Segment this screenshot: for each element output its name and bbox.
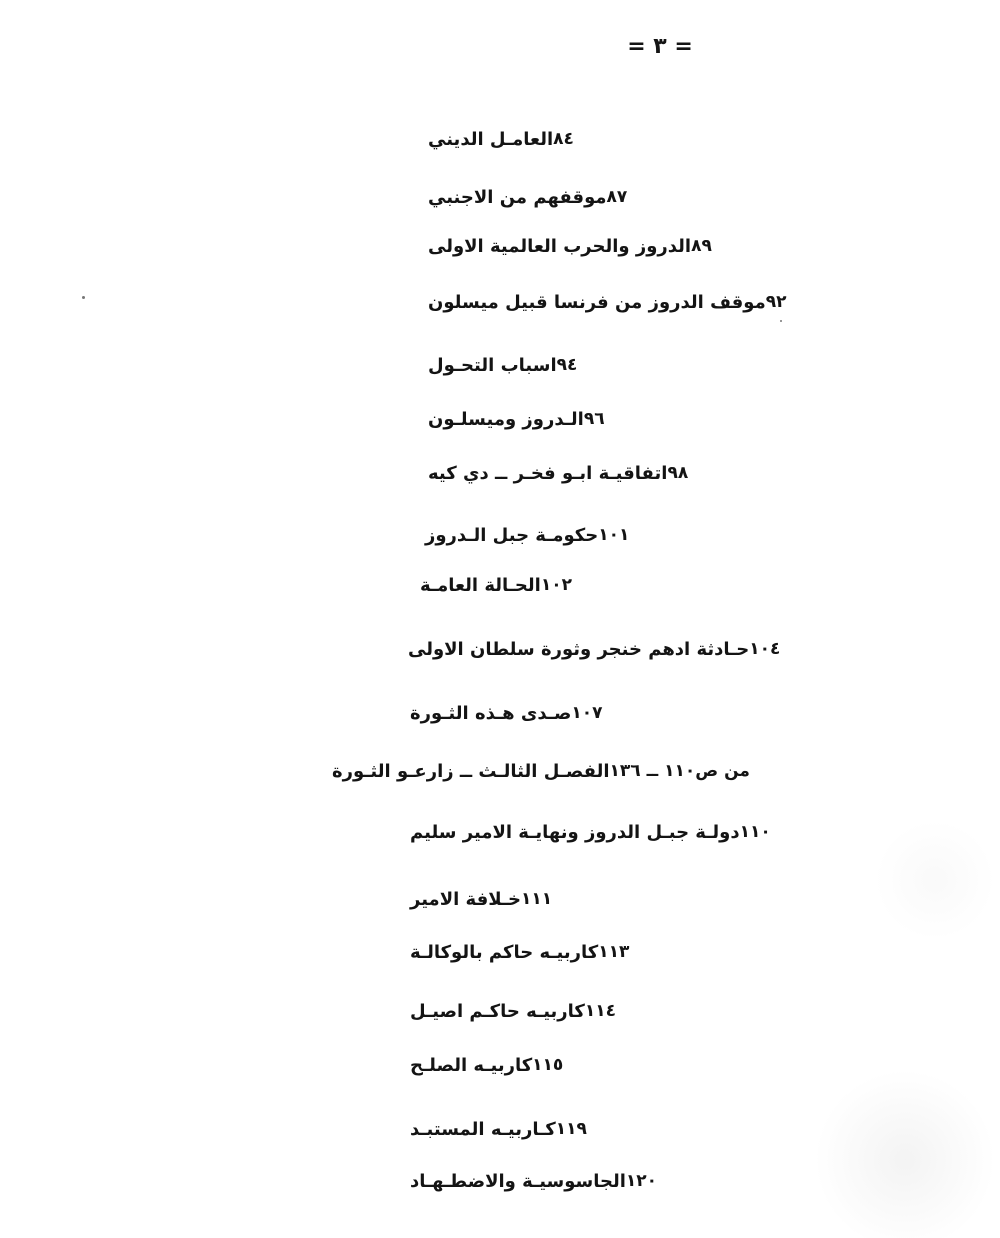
- toc-entry: [428, 287, 787, 317]
- toc-title: كاربيـه حاكـم اصيـل: [410, 1000, 585, 1022]
- toc-page: ٨٩: [691, 236, 712, 256]
- toc-entry: [410, 1166, 802, 1196]
- toc-page: ١٠٢: [540, 575, 572, 595]
- toc-title: العامـل الديني: [428, 128, 554, 150]
- toc-entry: [408, 634, 781, 664]
- toc-entry: [410, 996, 802, 1026]
- toc-page: ١١١: [521, 889, 553, 909]
- toc-page: ١١٣: [598, 942, 630, 962]
- toc-entry: [410, 937, 802, 967]
- chapter-page-range: من ص١١٠ ــ ١٣٦: [609, 761, 750, 781]
- toc-entry: [410, 817, 802, 847]
- toc-title: الحـالة العامـة: [420, 574, 541, 596]
- toc-page: ١١٠: [739, 822, 771, 842]
- toc-title: كاربيـه الصلـح: [410, 1054, 533, 1076]
- toc-entry: [425, 520, 770, 550]
- toc-page: ١١٩: [555, 1119, 587, 1139]
- toc-title: خـلافة الامير: [410, 888, 522, 910]
- toc-page: ٨٤: [553, 129, 574, 149]
- page-number: = ٣ =: [627, 34, 693, 59]
- chapter-title: الفصـل الثالـث ــ زارعـو الثـورة: [332, 760, 610, 782]
- toc-entry: [410, 884, 802, 914]
- toc-entry: [428, 182, 768, 212]
- toc-page: ٩٨: [667, 463, 689, 483]
- toc-title: حـادثة ادهم خنجر وثورة سلطان الاولى: [408, 638, 750, 660]
- toc-title: دولـة جبـل الدروز ونهايـة الامير سليم: [410, 821, 740, 843]
- toc-entry: [420, 570, 770, 600]
- toc-entry: [428, 350, 768, 380]
- toc-page: ١٠٤: [749, 639, 781, 659]
- toc-title: كـاربيـه المستبـد: [410, 1118, 556, 1140]
- toc-entry: [410, 1114, 802, 1144]
- toc-page: ٨٧: [606, 187, 628, 207]
- toc-page: ١٠١: [598, 525, 630, 545]
- toc-title: موقف الدروز من فرنسا قبيل ميسلون: [428, 291, 766, 313]
- toc-entry: [410, 1050, 802, 1080]
- toc-entry: [428, 458, 768, 488]
- toc-title: اتفاقيـة ابـو فخـر ــ دي كيه: [428, 462, 668, 484]
- toc-title: موقفهم من الاجنبي: [428, 186, 607, 208]
- toc-title: الجاسوسيـة والاضطـهـاد: [410, 1170, 626, 1192]
- chapter-heading: [332, 756, 970, 786]
- toc-page: ٩٤: [556, 355, 578, 375]
- toc-title: الـدروز وميسلـون: [428, 408, 584, 430]
- scan-speck: [780, 320, 782, 322]
- toc-page: ١١٥: [532, 1055, 564, 1075]
- toc-page: ١٠٧: [571, 703, 603, 723]
- toc-title: كاربيـه حاكم بالوكالـة: [410, 941, 599, 963]
- toc-entry: [428, 124, 768, 154]
- toc-page: ٩٢: [765, 292, 787, 312]
- scan-speck: [82, 296, 85, 299]
- toc-page: ١٢٠: [625, 1171, 658, 1191]
- toc-title: صـدى هـذه الثـورة: [410, 702, 572, 724]
- toc-entry: [428, 404, 768, 434]
- toc-title: الدروز والحرب العالمية الاولى: [428, 235, 692, 257]
- toc-title: حكومـة جبل الـدروز: [425, 524, 599, 546]
- toc-page: ٩٦: [583, 409, 605, 429]
- toc-page: ١١٤: [584, 1001, 617, 1021]
- toc-entry: [410, 698, 772, 728]
- toc-title: اسباب التحـول: [428, 354, 557, 376]
- toc-entry: [428, 231, 768, 261]
